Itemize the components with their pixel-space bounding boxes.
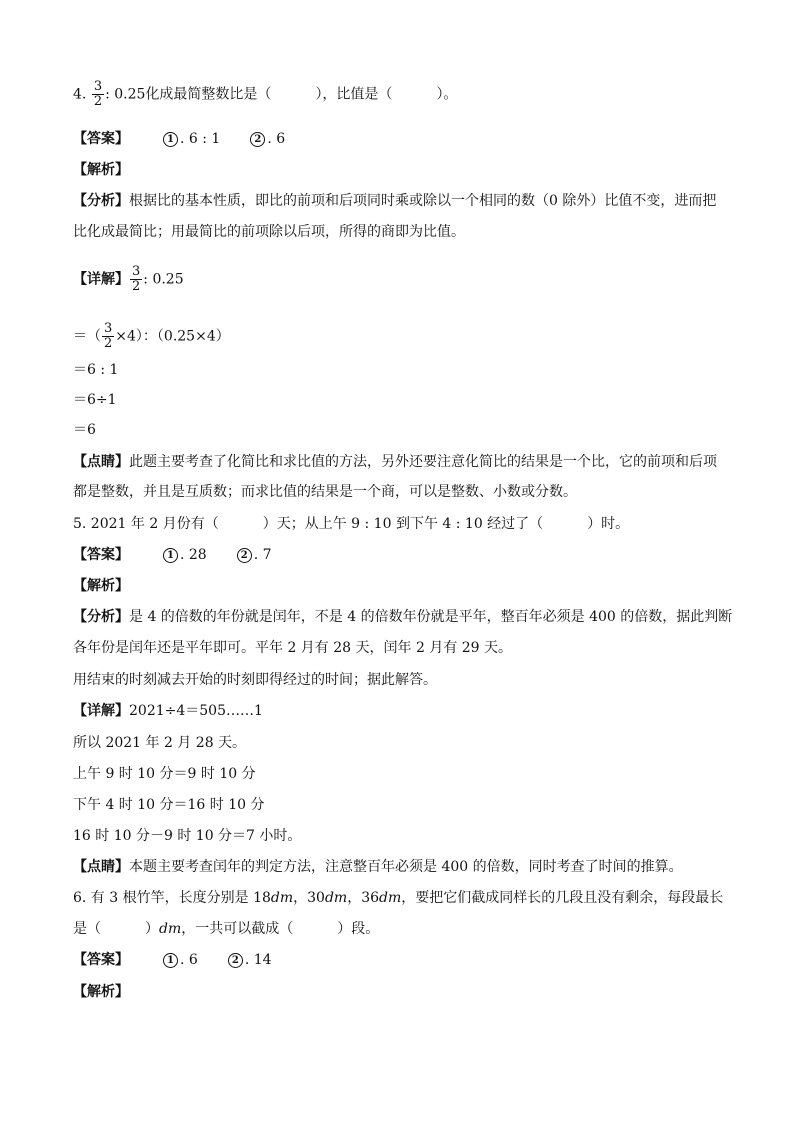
q5-stem-c: ）时。: [587, 516, 630, 532]
q5-stem-b: ）天；从上午 9 : 10 到下午 4 : 10 经过了（: [262, 516, 544, 532]
q4-stem-c: ）。: [436, 86, 458, 103]
q5-fenxi-text-1: 是 4 的倍数的年份就是闰年，不是 4 的倍数年份就是平年，整百年必须是 400 的倍数，据此判断: [129, 609, 733, 625]
comment-tag: 【点睛】: [73, 859, 129, 875]
q6-stem-2a: 是（: [73, 921, 101, 937]
q4-step3-text: ＝6÷1: [73, 392, 117, 408]
analysis-tag: 【解析】: [73, 578, 129, 594]
q5-detail-text-4: 下午 4 时 10 分＝16 时 10 分: [73, 797, 265, 813]
q6-stem-line-1: [73, 888, 723, 908]
analysis-tag: 【解析】: [73, 162, 129, 178]
q6-answer: [73, 950, 272, 970]
circle-one-icon: 1: [163, 953, 178, 968]
q5-fenxi-text-2: 各年份是闰年还是平年即可。平年 2 月有 28 天，闰年 2 月有 29 天。: [73, 640, 513, 656]
q5-fenxi-line-3: [73, 670, 437, 690]
q6-unit-4: dm: [159, 921, 182, 937]
q6-stem-1c: ，36: [347, 890, 380, 906]
q4-detail: [73, 265, 184, 294]
circle-two-icon: 2: [237, 548, 252, 563]
q6-stem-1a: 6. 有 3 根竹竿，长度分别是 18: [73, 890, 271, 906]
q5-detail-text-3: 上午 9 时 10 分＝9 时 10 分: [73, 766, 256, 782]
analysis-tag: 【解析】: [73, 984, 129, 1000]
fenxi-tag: 【分析】: [73, 193, 129, 209]
q4-detail-tail: : 0.25: [143, 271, 184, 288]
q4-step-2: [73, 360, 118, 380]
q5-analysis-heading: [73, 576, 129, 596]
q4-answer-2: . 6: [267, 131, 286, 147]
q5-detail-5: [73, 826, 301, 846]
q4-frac-num: 3: [93, 79, 103, 94]
q4-number: 4.: [73, 86, 87, 103]
q4-stem-b: ），比值是（: [315, 86, 393, 103]
q5-fenxi-text-3: 用结束的时刻减去开始的时刻即得经过的时间；据此解答。: [73, 672, 437, 688]
q5-answer-1: . 28: [180, 547, 207, 563]
q4-comment-line-2: [73, 482, 577, 502]
q5-detail-text-1: 2021÷4＝505……1: [129, 703, 263, 719]
q4-fenxi-text-1: 根据比的基本性质，即比的前项和后项同时乘或除以一个相同的数（0 除外）比值不变，进而把: [129, 193, 717, 209]
q4-comment-text-1: 此题主要考查了化简比和求比值的方法，另外还要注意化简比的结果是一个比，它的前项和后项: [129, 454, 717, 470]
q5-fenxi-line-1: [73, 607, 732, 627]
q5-stem-a: 5. 2021 年 2 月份有（: [73, 516, 219, 532]
q4-step-3: [73, 390, 117, 410]
circle-one-icon: 1: [163, 548, 178, 563]
q4-frac-den: 2: [93, 94, 103, 109]
q5-stem: [73, 514, 629, 534]
q5-detail: [73, 701, 263, 721]
q4-answer-1: . 6 : 1: [180, 131, 221, 147]
q6-stem-1d: ，要把它们截成同样长的几段且没有剩余，每段最长: [401, 890, 724, 906]
q5-comment: [73, 857, 683, 877]
circle-two-icon: 2: [250, 132, 265, 147]
q6-unit-3: dm: [379, 890, 402, 906]
q5-answer-2: . 7: [253, 547, 272, 563]
answer-tag: 【答案】: [73, 952, 129, 968]
circle-one-icon: 1: [163, 132, 178, 147]
answer-tag: 【答案】: [73, 547, 129, 563]
comment-tag: 【点睛】: [73, 454, 129, 470]
q4-fenxi-line-1: [73, 191, 716, 211]
q4-fenxi-line-2: [73, 222, 465, 242]
q6-unit-2: dm: [324, 890, 348, 906]
q4-answer: [73, 129, 285, 149]
q4-step1-b: ×4）：（0.25×4）: [115, 328, 230, 345]
q4-fenxi-text-2: 比化成最简比；用最简比的前项除以后项，所得的商即为比值。: [73, 224, 465, 240]
q6-stem-line-2: [73, 919, 379, 939]
q6-stem-2c: ，一共可以截成（: [181, 921, 294, 937]
q4-comment-text-2: 都是整数，并且是互质数；而求比值的结果是一个商，可以是整数、小数或分数。: [73, 484, 577, 500]
q4-step1-frac-num: 3: [104, 321, 113, 336]
q4-detail-frac-den: 2: [132, 279, 141, 294]
q4-step-4: [73, 420, 96, 440]
q5-detail-3: [73, 764, 256, 784]
q5-detail-text-2: 所以 2021 年 2 月 28 天。: [73, 735, 247, 751]
q4-detail-frac-num: 3: [132, 264, 141, 279]
q4-fraction: [92, 80, 104, 109]
q4-step4-text: ＝6: [73, 422, 96, 438]
q4-detail-fraction: [130, 265, 142, 294]
q5-detail-4: [73, 795, 265, 815]
q5-fenxi-line-2: [73, 638, 512, 658]
q4-comment-line-1: [73, 452, 717, 472]
q6-answer-1: . 6: [180, 952, 198, 968]
q4-step1-fraction: [102, 322, 114, 351]
q6-stem-1b: ，30: [293, 890, 325, 906]
q5-answer: [73, 545, 272, 565]
q6-unit-1: dm: [270, 890, 294, 906]
q6-answer-2: . 14: [244, 952, 272, 968]
q4-analysis-heading: [73, 160, 129, 180]
q4-step1-a: ＝（: [73, 328, 101, 345]
q6-stem-2b: ）: [145, 921, 159, 937]
q6-stem-2d: ）段。: [337, 921, 380, 937]
q4-step-1: [73, 322, 230, 351]
detail-tag: 【详解】: [73, 271, 129, 288]
q4-stem-a: : 0.25化成最简整数比是（: [105, 86, 272, 103]
q6-analysis-heading: [73, 982, 129, 1002]
q5-comment-text-1: 本题主要考查闰年的判定方法，注意整百年必须是 400 的倍数，同时考查了时间的推算。: [129, 859, 683, 875]
q5-detail-text-5: 16 时 10 分－9 时 10 分＝7 小时。: [73, 828, 302, 844]
q4-step1-frac-den: 2: [104, 336, 113, 351]
fenxi-tag: 【分析】: [73, 609, 129, 625]
q4-stem: [73, 80, 457, 109]
q5-detail-2: [73, 733, 246, 753]
detail-tag: 【详解】: [73, 703, 129, 719]
circle-two-icon: 2: [228, 953, 243, 968]
q4-step2-text: ＝6 : 1: [73, 362, 119, 378]
answer-tag: 【答案】: [73, 131, 129, 147]
